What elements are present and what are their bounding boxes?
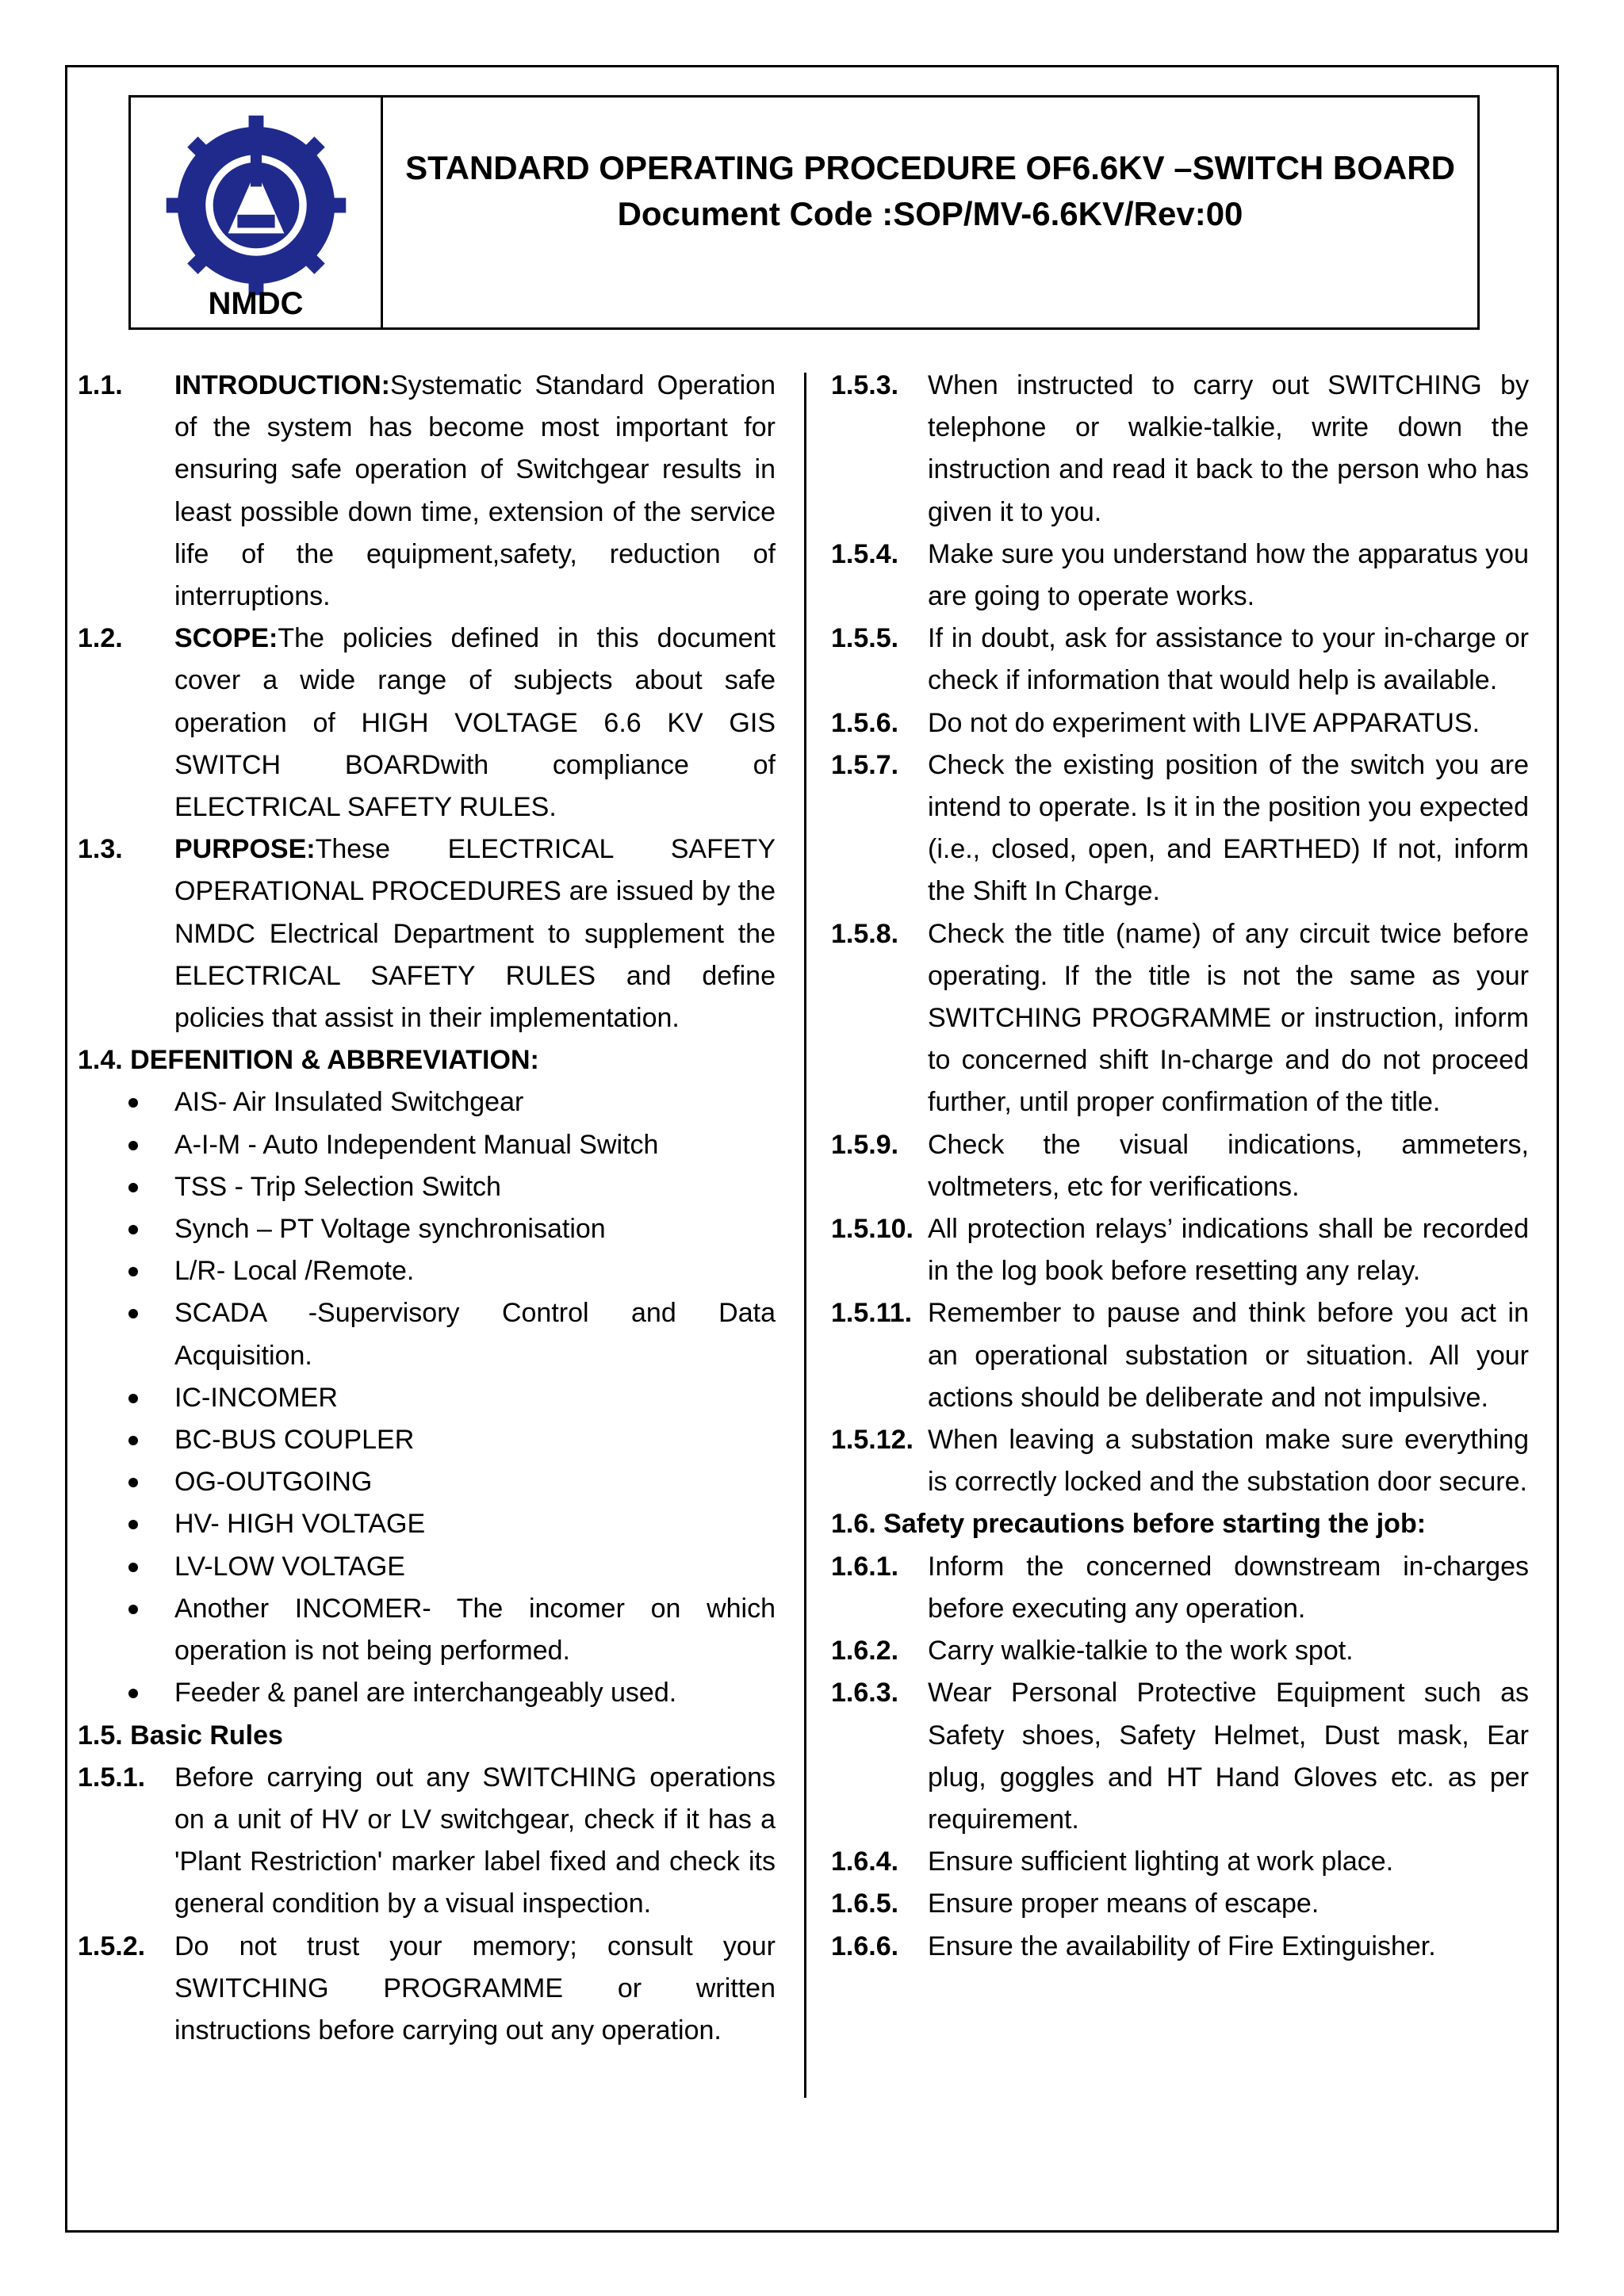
safety-item — [831, 1926, 1529, 1968]
logo-cell — [131, 98, 383, 327]
abbreviation-list — [78, 1081, 776, 1714]
bullet-icon — [125, 1546, 174, 1588]
rule-item — [831, 702, 1529, 744]
safety-number: 1.6.5. — [831, 1888, 899, 1919]
safety-text: Ensure sufficient lighting at work place. — [928, 1846, 1394, 1877]
rule-item — [831, 618, 1529, 702]
rule-item — [831, 365, 1529, 534]
section-text: Systematic Standard Operation of the system has become most important for ensuring safe operation of Switchgear results in least possible down time, extension of the service life of the equipment,safety, reduction of interruptions. — [174, 370, 776, 612]
section-heading: INTRODUCTION: — [174, 370, 390, 400]
rule-text: Remember to pause and think before you act in an operational substation or situation. All your actions should be deliberate and not impulsive. — [928, 1298, 1529, 1413]
rule-number: 1.5.4. — [831, 538, 899, 569]
section-text: The policies defined in this document cover a wide range of subjects about safe operation of HIGH VOLTAGE 6.6 KV GIS SWITCH BOARDwith compliance of ELECTRICAL SAFETY RULES. — [174, 623, 776, 823]
list-item: Synch – PT Voltage synchronisation — [78, 1208, 776, 1250]
rule-number: 1.5.7. — [831, 749, 899, 780]
safety-number: 1.6.2. — [831, 1636, 899, 1667]
safety-text: Ensure the availability of Fire Extinguisher. — [928, 1931, 1436, 1961]
rule-text: Do not trust your memory; consult your SWITCHING PROGRAMME or written instructions before carrying out any operation. — [174, 1931, 776, 2045]
bullet-icon — [125, 1672, 174, 1714]
rule-item — [831, 1292, 1529, 1419]
rule-text: If in doubt, ask for assistance to your in-charge or check if information that would help is available. — [928, 623, 1529, 696]
list-item: L/R- Local /Remote. — [78, 1250, 776, 1292]
rule-text: Make sure you understand how the apparatus you are going to operate works. — [928, 538, 1529, 612]
bullet-icon — [125, 1208, 174, 1250]
section-number: 1.3. — [78, 834, 123, 865]
list-item: IC-INCOMER — [78, 1377, 776, 1419]
rule-number: 1.5.3. — [831, 370, 899, 400]
list-item: AIS- Air Insulated Switchgear — [78, 1081, 776, 1123]
column-divider — [804, 373, 806, 2098]
org-name: NMDC — [208, 286, 304, 321]
list-item: A-I-M - Auto Independent Manual Switch — [78, 1124, 776, 1166]
bullet-icon — [125, 1166, 174, 1208]
safety-number: 1.6.3. — [831, 1678, 899, 1709]
document-code: Document Code :SOP/MV-6.6KV/Rev:00 — [617, 195, 1243, 232]
document-title: STANDARD OPERATING PROCEDURE OF6.6KV –SWITCH BOARD — [405, 149, 1455, 186]
title-cell — [383, 98, 1477, 327]
rule-item — [831, 534, 1529, 618]
safety-item — [831, 1546, 1529, 1630]
safety-text: Ensure proper means of escape. — [928, 1888, 1320, 1919]
list-item: BC-BUS COUPLER — [78, 1419, 776, 1461]
list-item: LV-LOW VOLTAGE — [78, 1546, 776, 1588]
safety-number: 1.6.6. — [831, 1931, 899, 1961]
rule-item — [78, 1926, 776, 2053]
section-definitions-heading: 1.4. DEFENITION & ABBREVIATION: — [78, 1045, 539, 1076]
section-scope — [78, 618, 776, 828]
safety-text: Inform the concerned downstream in-charges before executing any operation. — [928, 1551, 1529, 1624]
rule-text: Check the title (name) of any circuit twice before operating. If the title is not the same as your SWITCHING PROGRAMME or instruction, inform to concerned shift In-charge and do not proceed further, until proper confirmation of the title. — [928, 918, 1529, 1118]
list-item: HV- HIGH VOLTAGE — [78, 1503, 776, 1545]
safety-item — [831, 1630, 1529, 1672]
rule-text: Check the existing position of the switch you are intend to operate. Is it in the position you expected (i.e., closed, open, and EARTHED) If not, inform the Shift In Charge. — [928, 749, 1529, 907]
list-item: TSS - Trip Selection Switch — [78, 1166, 776, 1208]
rule-text: All protection relays’ indications shall be recorded in the log book before resetting any relay. — [928, 1214, 1529, 1287]
bullet-icon — [125, 1292, 174, 1376]
rule-item — [78, 1757, 776, 1926]
bullet-icon — [125, 1081, 174, 1123]
nmdc-logo — [163, 112, 350, 299]
rule-item — [831, 1124, 1529, 1208]
rule-number: 1.5.6. — [831, 707, 899, 738]
section-purpose — [78, 828, 776, 1039]
rule-text: Before carrying out any SWITCHING operations on a unit of HV or LV switchgear, check if it has a 'Plant Restriction' marker label fixed and check its general condition by a visual inspection. — [174, 1762, 776, 1919]
list-item: OG-OUTGOING — [78, 1461, 776, 1503]
rule-number: 1.5.11. — [831, 1298, 913, 1329]
section-text: These ELECTRICAL SAFETY OPERATIONAL PROCEDURES are issued by the NMDC Electrical Department to supplement the ELECTRICAL SAFETY RULES and define policies that assist in their implementation. — [174, 834, 776, 1034]
rule-number: 1.5.1. — [78, 1762, 146, 1793]
safety-text: Wear Personal Protective Equipment such as Safety shoes, Safety Helmet, Dust mask, Ear plug, goggles and HT Hand Gloves etc. as per requirement. — [928, 1678, 1529, 1835]
rule-text: When instructed to carry out SWITCHING by telephone or walkie-talkie, write down the instruction and read it back to the person who has given it to you. — [928, 370, 1529, 527]
section-safety-heading: 1.6. Safety precautions before starting the job: — [831, 1509, 1427, 1540]
rule-number: 1.5.2. — [78, 1931, 146, 1961]
safety-item — [831, 1841, 1529, 1883]
section-heading: PURPOSE: — [174, 834, 316, 865]
rule-number: 1.5.8. — [831, 918, 899, 949]
rule-number: 1.5.10. — [831, 1214, 914, 1245]
document-header — [128, 95, 1480, 330]
bullet-icon — [125, 1377, 174, 1419]
section-introduction — [78, 365, 776, 618]
bullet-icon — [125, 1250, 174, 1292]
rule-item — [831, 744, 1529, 913]
rule-text: When leaving a substation make sure everything is correctly locked and the substation door secure. — [928, 1425, 1529, 1498]
rule-number: 1.5.5. — [831, 623, 899, 654]
list-item: SCADA -Supervisory Control and Data Acquisition. — [78, 1292, 776, 1376]
rule-number: 1.5.9. — [831, 1129, 899, 1160]
safety-number: 1.6.1. — [831, 1551, 899, 1582]
safety-text: Carry walkie-talkie to the work spot. — [928, 1636, 1354, 1667]
bullet-icon — [125, 1588, 174, 1672]
list-item: Another INCOMER- The incomer on which operation is not being performed. — [78, 1588, 776, 1672]
section-heading: SCOPE: — [174, 623, 278, 654]
safety-number: 1.6.4. — [831, 1846, 899, 1877]
bullet-icon — [125, 1461, 174, 1503]
bullet-icon — [125, 1124, 174, 1166]
rule-number: 1.5.12. — [831, 1425, 914, 1456]
safety-item — [831, 1883, 1529, 1925]
right-column — [831, 365, 1529, 1968]
section-number: 1.1. — [78, 370, 123, 400]
list-item: Feeder & panel are interchangeably used. — [78, 1672, 776, 1714]
bullet-icon — [125, 1419, 174, 1461]
section-number: 1.2. — [78, 623, 123, 654]
section-basic-rules-heading: 1.5. Basic Rules — [78, 1720, 283, 1751]
rule-text: Check the visual indications, ammeters, voltmeters, etc for verifications. — [928, 1129, 1529, 1202]
rule-text: Do not do experiment with LIVE APPARATUS. — [928, 707, 1480, 738]
rule-item — [831, 1208, 1529, 1292]
bullet-icon — [125, 1503, 174, 1545]
left-column — [78, 365, 776, 2052]
safety-item — [831, 1672, 1529, 1841]
rule-item — [831, 913, 1529, 1124]
rule-item — [831, 1419, 1529, 1503]
